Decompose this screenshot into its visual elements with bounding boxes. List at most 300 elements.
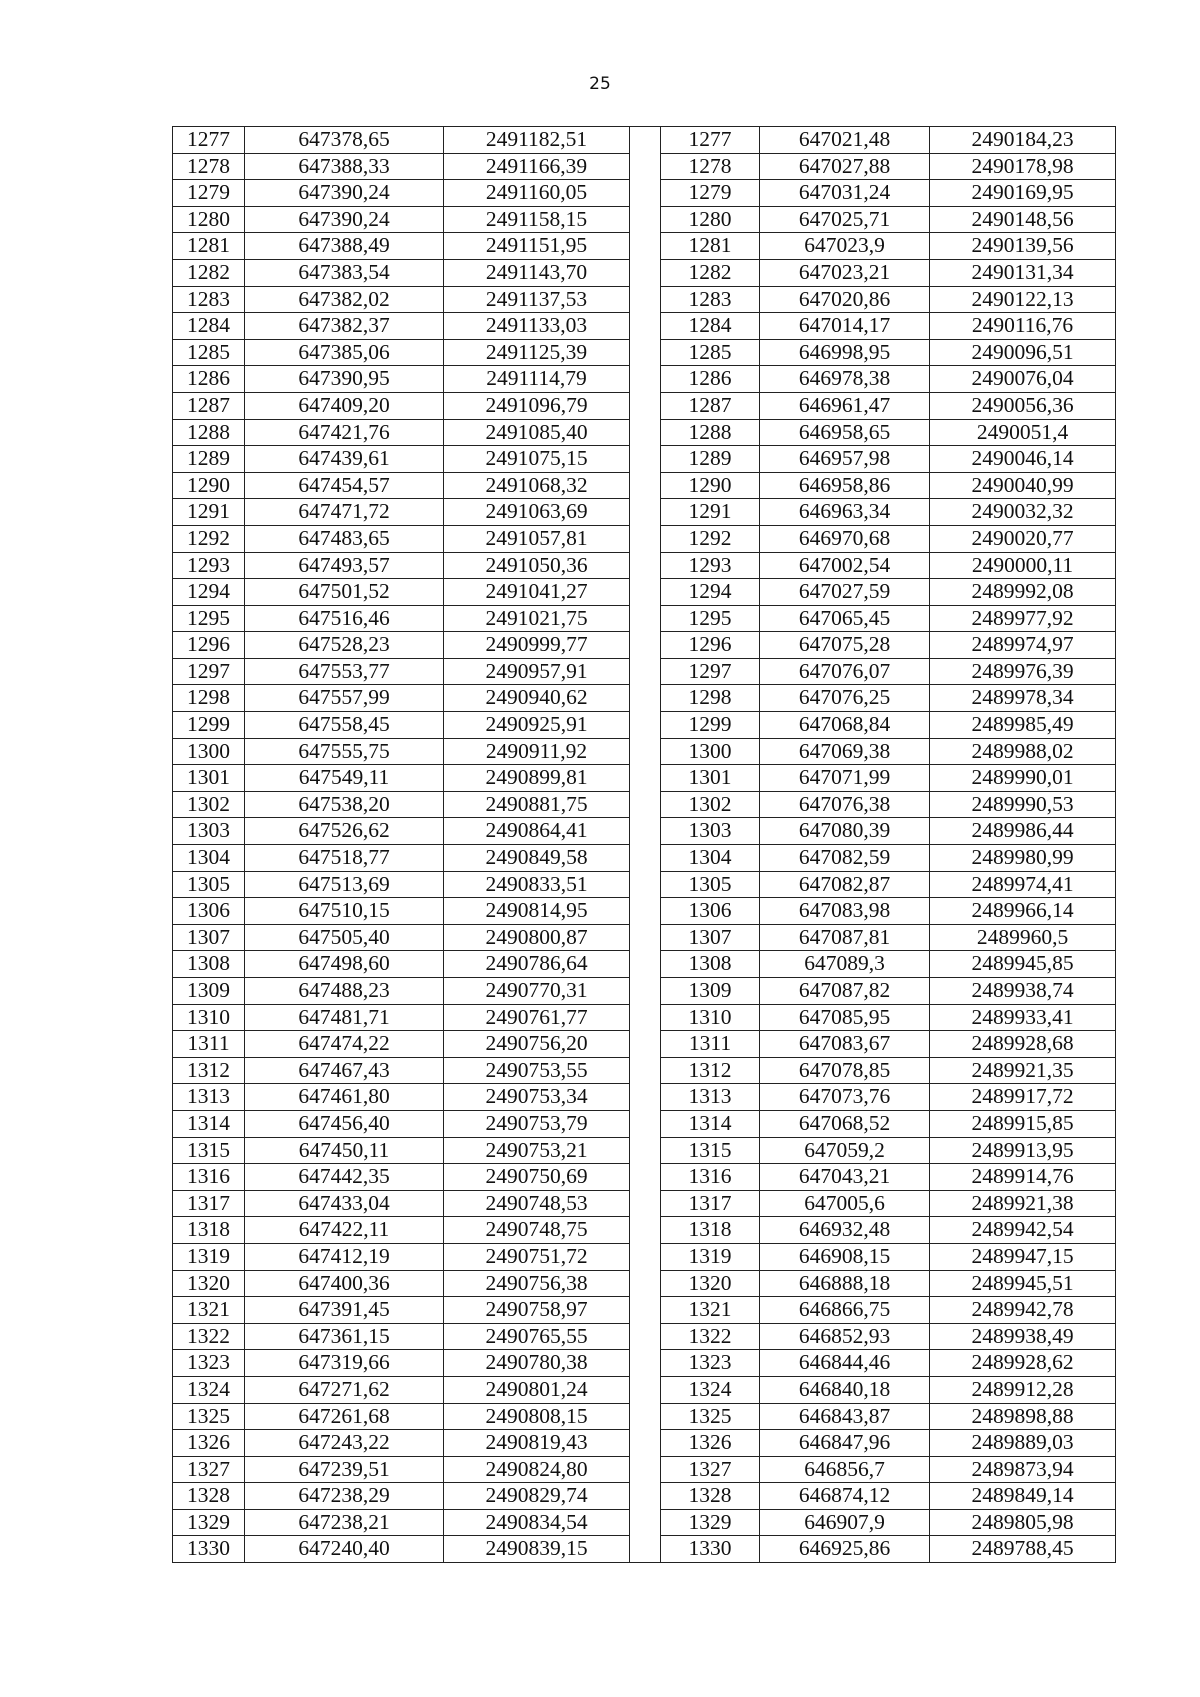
table-row [173, 712, 1116, 739]
spacer-cell [630, 1270, 661, 1297]
y-coordinate-right-cell: 2489974,41 [930, 871, 1116, 898]
point-number-left-cell: 1280 [173, 206, 245, 233]
coordinates-table [172, 126, 1116, 1563]
y-coordinate-right-cell: 2489990,01 [930, 765, 1116, 792]
page-number: 25 [589, 74, 611, 94]
x-coordinate-left-cell: 647383,54 [245, 259, 444, 286]
point-number-right-cell: 1290 [661, 472, 760, 499]
y-coordinate-right-cell: 2490169,95 [930, 180, 1116, 207]
table-row [173, 658, 1116, 685]
x-coordinate-left-cell: 647510,15 [245, 898, 444, 925]
point-number-left-cell: 1328 [173, 1483, 245, 1510]
y-coordinate-right-cell: 2489986,44 [930, 818, 1116, 845]
table-row [173, 233, 1116, 260]
spacer-cell [630, 127, 661, 154]
y-coordinate-left-cell: 2490765,55 [444, 1323, 630, 1350]
table-row [173, 924, 1116, 951]
spacer-cell [630, 1243, 661, 1270]
table-row [173, 446, 1116, 473]
table-row [173, 579, 1116, 606]
table-row [173, 1217, 1116, 1244]
point-number-right-cell: 1309 [661, 978, 760, 1005]
point-number-right-cell: 1329 [661, 1509, 760, 1536]
y-coordinate-right-cell: 2490051,4 [930, 419, 1116, 446]
x-coordinate-right-cell: 646843,87 [760, 1403, 930, 1430]
table-row [173, 818, 1116, 845]
x-coordinate-left-cell: 647433,04 [245, 1190, 444, 1217]
y-coordinate-left-cell: 2491114,79 [444, 366, 630, 393]
point-number-right-cell: 1328 [661, 1483, 760, 1510]
x-coordinate-left-cell: 647421,76 [245, 419, 444, 446]
x-coordinate-left-cell: 647390,24 [245, 206, 444, 233]
x-coordinate-left-cell: 647450,11 [245, 1137, 444, 1164]
x-coordinate-right-cell: 647043,21 [760, 1164, 930, 1191]
table-row [173, 978, 1116, 1005]
x-coordinate-right-cell: 647023,21 [760, 259, 930, 286]
x-coordinate-right-cell: 646907,9 [760, 1509, 930, 1536]
spacer-cell [630, 153, 661, 180]
x-coordinate-left-cell: 647501,52 [245, 579, 444, 606]
y-coordinate-right-cell: 2490040,99 [930, 472, 1116, 499]
point-number-left-cell: 1319 [173, 1243, 245, 1270]
x-coordinate-left-cell: 647261,68 [245, 1403, 444, 1430]
y-coordinate-right-cell: 2489974,97 [930, 632, 1116, 659]
y-coordinate-right-cell: 2489788,45 [930, 1536, 1116, 1563]
y-coordinate-left-cell: 2491068,32 [444, 472, 630, 499]
point-number-right-cell: 1320 [661, 1270, 760, 1297]
point-number-left-cell: 1318 [173, 1217, 245, 1244]
x-coordinate-left-cell: 647390,95 [245, 366, 444, 393]
table-row [173, 1084, 1116, 1111]
x-coordinate-right-cell: 646856,7 [760, 1456, 930, 1483]
point-number-left-cell: 1325 [173, 1403, 245, 1430]
x-coordinate-left-cell: 647518,77 [245, 845, 444, 872]
table-row [173, 1403, 1116, 1430]
point-number-right-cell: 1289 [661, 446, 760, 473]
y-coordinate-right-cell: 2489988,02 [930, 738, 1116, 765]
point-number-right-cell: 1295 [661, 605, 760, 632]
x-coordinate-right-cell: 646908,15 [760, 1243, 930, 1270]
y-coordinate-left-cell: 2491096,79 [444, 392, 630, 419]
y-coordinate-right-cell: 2490000,11 [930, 552, 1116, 579]
table-row [173, 632, 1116, 659]
y-coordinate-left-cell: 2490864,41 [444, 818, 630, 845]
x-coordinate-left-cell: 647240,40 [245, 1536, 444, 1563]
table-row [173, 392, 1116, 419]
x-coordinate-right-cell: 647023,9 [760, 233, 930, 260]
point-number-right-cell: 1299 [661, 712, 760, 739]
point-number-left-cell: 1302 [173, 791, 245, 818]
point-number-right-cell: 1315 [661, 1137, 760, 1164]
x-coordinate-left-cell: 647238,21 [245, 1509, 444, 1536]
y-coordinate-left-cell: 2491041,27 [444, 579, 630, 606]
x-coordinate-right-cell: 646925,86 [760, 1536, 930, 1563]
x-coordinate-right-cell: 646970,68 [760, 525, 930, 552]
point-number-left-cell: 1324 [173, 1376, 245, 1403]
x-coordinate-right-cell: 647073,76 [760, 1084, 930, 1111]
x-coordinate-right-cell: 646866,75 [760, 1297, 930, 1324]
point-number-right-cell: 1284 [661, 313, 760, 340]
y-coordinate-right-cell: 2490020,77 [930, 525, 1116, 552]
y-coordinate-right-cell: 2489976,39 [930, 658, 1116, 685]
point-number-right-cell: 1281 [661, 233, 760, 260]
point-number-right-cell: 1310 [661, 1004, 760, 1031]
y-coordinate-right-cell: 2490096,51 [930, 339, 1116, 366]
point-number-left-cell: 1301 [173, 765, 245, 792]
y-coordinate-left-cell: 2490751,72 [444, 1243, 630, 1270]
table-row [173, 339, 1116, 366]
y-coordinate-left-cell: 2490881,75 [444, 791, 630, 818]
spacer-cell [630, 951, 661, 978]
point-number-right-cell: 1278 [661, 153, 760, 180]
y-coordinate-right-cell: 2489913,95 [930, 1137, 1116, 1164]
y-coordinate-right-cell: 2489933,41 [930, 1004, 1116, 1031]
y-coordinate-right-cell: 2489978,34 [930, 685, 1116, 712]
point-number-right-cell: 1306 [661, 898, 760, 925]
spacer-cell [630, 446, 661, 473]
point-number-left-cell: 1311 [173, 1031, 245, 1058]
spacer-cell [630, 1164, 661, 1191]
table-row [173, 552, 1116, 579]
x-coordinate-right-cell: 646963,34 [760, 499, 930, 526]
table-row [173, 472, 1116, 499]
table-row [173, 286, 1116, 313]
y-coordinate-left-cell: 2490780,38 [444, 1350, 630, 1377]
y-coordinate-right-cell: 2490148,56 [930, 206, 1116, 233]
y-coordinate-right-cell: 2489990,53 [930, 791, 1116, 818]
table-row [173, 1376, 1116, 1403]
spacer-cell [630, 419, 661, 446]
spacer-cell [630, 1483, 661, 1510]
table-row [173, 1057, 1116, 1084]
x-coordinate-right-cell: 647021,48 [760, 127, 930, 154]
point-number-right-cell: 1311 [661, 1031, 760, 1058]
y-coordinate-left-cell: 2491050,36 [444, 552, 630, 579]
x-coordinate-left-cell: 647461,80 [245, 1084, 444, 1111]
y-coordinate-left-cell: 2490758,97 [444, 1297, 630, 1324]
spacer-cell [630, 898, 661, 925]
y-coordinate-right-cell: 2489966,14 [930, 898, 1116, 925]
table-row [173, 1536, 1116, 1563]
point-number-left-cell: 1292 [173, 525, 245, 552]
y-coordinate-left-cell: 2490999,77 [444, 632, 630, 659]
point-number-left-cell: 1287 [173, 392, 245, 419]
y-coordinate-left-cell: 2490839,15 [444, 1536, 630, 1563]
y-coordinate-right-cell: 2489942,78 [930, 1297, 1116, 1324]
y-coordinate-left-cell: 2491075,15 [444, 446, 630, 473]
x-coordinate-right-cell: 647076,38 [760, 791, 930, 818]
y-coordinate-left-cell: 2490925,91 [444, 712, 630, 739]
x-coordinate-left-cell: 647388,33 [245, 153, 444, 180]
y-coordinate-left-cell: 2491143,70 [444, 259, 630, 286]
spacer-cell [630, 791, 661, 818]
y-coordinate-left-cell: 2490753,34 [444, 1084, 630, 1111]
y-coordinate-right-cell: 2489917,72 [930, 1084, 1116, 1111]
x-coordinate-left-cell: 647391,45 [245, 1297, 444, 1324]
y-coordinate-left-cell: 2490753,55 [444, 1057, 630, 1084]
spacer-cell [630, 392, 661, 419]
point-number-right-cell: 1312 [661, 1057, 760, 1084]
table-row [173, 1297, 1116, 1324]
x-coordinate-left-cell: 647271,62 [245, 1376, 444, 1403]
table-row [173, 1270, 1116, 1297]
spacer-cell [630, 286, 661, 313]
point-number-left-cell: 1329 [173, 1509, 245, 1536]
point-number-left-cell: 1283 [173, 286, 245, 313]
point-number-right-cell: 1297 [661, 658, 760, 685]
spacer-cell [630, 472, 661, 499]
point-number-right-cell: 1301 [661, 765, 760, 792]
y-coordinate-left-cell: 2491085,40 [444, 419, 630, 446]
x-coordinate-right-cell: 646847,96 [760, 1430, 930, 1457]
point-number-right-cell: 1286 [661, 366, 760, 393]
x-coordinate-left-cell: 647474,22 [245, 1031, 444, 1058]
x-coordinate-left-cell: 647319,66 [245, 1350, 444, 1377]
spacer-cell [630, 1031, 661, 1058]
x-coordinate-left-cell: 647390,24 [245, 180, 444, 207]
y-coordinate-right-cell: 2489928,68 [930, 1031, 1116, 1058]
y-coordinate-right-cell: 2489914,76 [930, 1164, 1116, 1191]
x-coordinate-left-cell: 647467,43 [245, 1057, 444, 1084]
y-coordinate-right-cell: 2489912,28 [930, 1376, 1116, 1403]
x-coordinate-left-cell: 647553,77 [245, 658, 444, 685]
x-coordinate-left-cell: 647538,20 [245, 791, 444, 818]
point-number-left-cell: 1290 [173, 472, 245, 499]
point-number-right-cell: 1330 [661, 1536, 760, 1563]
spacer-cell [630, 712, 661, 739]
point-number-left-cell: 1314 [173, 1110, 245, 1137]
x-coordinate-right-cell: 646958,65 [760, 419, 930, 446]
x-coordinate-right-cell: 647020,86 [760, 286, 930, 313]
point-number-right-cell: 1324 [661, 1376, 760, 1403]
spacer-cell [630, 552, 661, 579]
point-number-left-cell: 1327 [173, 1456, 245, 1483]
y-coordinate-right-cell: 2489938,49 [930, 1323, 1116, 1350]
x-coordinate-left-cell: 647498,60 [245, 951, 444, 978]
spacer-cell [630, 1297, 661, 1324]
x-coordinate-left-cell: 647483,65 [245, 525, 444, 552]
x-coordinate-right-cell: 647071,99 [760, 765, 930, 792]
point-number-right-cell: 1296 [661, 632, 760, 659]
x-coordinate-right-cell: 646874,12 [760, 1483, 930, 1510]
point-number-left-cell: 1278 [173, 153, 245, 180]
point-number-left-cell: 1284 [173, 313, 245, 340]
y-coordinate-left-cell: 2491063,69 [444, 499, 630, 526]
y-coordinate-left-cell: 2490753,21 [444, 1137, 630, 1164]
y-coordinate-right-cell: 2489889,03 [930, 1430, 1116, 1457]
point-number-right-cell: 1327 [661, 1456, 760, 1483]
y-coordinate-right-cell: 2489945,85 [930, 951, 1116, 978]
table-row [173, 1190, 1116, 1217]
point-number-right-cell: 1303 [661, 818, 760, 845]
x-coordinate-right-cell: 646840,18 [760, 1376, 930, 1403]
spacer-cell [630, 1057, 661, 1084]
point-number-right-cell: 1283 [661, 286, 760, 313]
point-number-left-cell: 1312 [173, 1057, 245, 1084]
spacer-cell [630, 1004, 661, 1031]
x-coordinate-right-cell: 647059,2 [760, 1137, 930, 1164]
x-coordinate-right-cell: 647005,6 [760, 1190, 930, 1217]
y-coordinate-right-cell: 2489945,51 [930, 1270, 1116, 1297]
table-row [173, 127, 1116, 154]
x-coordinate-left-cell: 647409,20 [245, 392, 444, 419]
point-number-right-cell: 1302 [661, 791, 760, 818]
y-coordinate-left-cell: 2491021,75 [444, 605, 630, 632]
spacer-cell [630, 1509, 661, 1536]
spacer-cell [630, 1536, 661, 1563]
y-coordinate-left-cell: 2490833,51 [444, 871, 630, 898]
x-coordinate-right-cell: 647002,54 [760, 552, 930, 579]
table-row [173, 1456, 1116, 1483]
y-coordinate-right-cell: 2489898,88 [930, 1403, 1116, 1430]
y-coordinate-right-cell: 2490122,13 [930, 286, 1116, 313]
x-coordinate-left-cell: 647238,29 [245, 1483, 444, 1510]
point-number-right-cell: 1279 [661, 180, 760, 207]
table-row [173, 313, 1116, 340]
x-coordinate-left-cell: 647454,57 [245, 472, 444, 499]
point-number-left-cell: 1299 [173, 712, 245, 739]
spacer-cell [630, 525, 661, 552]
y-coordinate-left-cell: 2490756,38 [444, 1270, 630, 1297]
y-coordinate-left-cell: 2490800,87 [444, 924, 630, 951]
point-number-left-cell: 1307 [173, 924, 245, 951]
x-coordinate-left-cell: 647481,71 [245, 1004, 444, 1031]
y-coordinate-left-cell: 2491133,03 [444, 313, 630, 340]
point-number-left-cell: 1294 [173, 579, 245, 606]
y-coordinate-left-cell: 2491137,53 [444, 286, 630, 313]
spacer-cell [630, 499, 661, 526]
table-row [173, 1243, 1116, 1270]
x-coordinate-right-cell: 647069,38 [760, 738, 930, 765]
spacer-cell [630, 1323, 661, 1350]
y-coordinate-left-cell: 2490899,81 [444, 765, 630, 792]
table-row [173, 153, 1116, 180]
table-row [173, 499, 1116, 526]
point-number-left-cell: 1279 [173, 180, 245, 207]
table-row [173, 419, 1116, 446]
spacer-cell [630, 1403, 661, 1430]
spacer-cell [630, 1110, 661, 1137]
y-coordinate-left-cell: 2490829,74 [444, 1483, 630, 1510]
table-row [173, 738, 1116, 765]
table-row [173, 1164, 1116, 1191]
y-coordinate-left-cell: 2490748,53 [444, 1190, 630, 1217]
point-number-left-cell: 1293 [173, 552, 245, 579]
table-row [173, 366, 1116, 393]
point-number-right-cell: 1319 [661, 1243, 760, 1270]
y-coordinate-right-cell: 2489873,94 [930, 1456, 1116, 1483]
point-number-right-cell: 1318 [661, 1217, 760, 1244]
point-number-left-cell: 1296 [173, 632, 245, 659]
x-coordinate-left-cell: 647239,51 [245, 1456, 444, 1483]
point-number-left-cell: 1288 [173, 419, 245, 446]
x-coordinate-right-cell: 646998,95 [760, 339, 930, 366]
y-coordinate-left-cell: 2490761,77 [444, 1004, 630, 1031]
point-number-left-cell: 1297 [173, 658, 245, 685]
x-coordinate-right-cell: 647068,84 [760, 712, 930, 739]
x-coordinate-left-cell: 647456,40 [245, 1110, 444, 1137]
x-coordinate-left-cell: 647528,23 [245, 632, 444, 659]
x-coordinate-right-cell: 647031,24 [760, 180, 930, 207]
spacer-cell [630, 818, 661, 845]
y-coordinate-right-cell: 2489921,35 [930, 1057, 1116, 1084]
y-coordinate-right-cell: 2489992,08 [930, 579, 1116, 606]
point-number-left-cell: 1303 [173, 818, 245, 845]
point-number-left-cell: 1309 [173, 978, 245, 1005]
point-number-left-cell: 1310 [173, 1004, 245, 1031]
point-number-left-cell: 1291 [173, 499, 245, 526]
x-coordinate-right-cell: 647082,59 [760, 845, 930, 872]
y-coordinate-left-cell: 2490824,80 [444, 1456, 630, 1483]
point-number-right-cell: 1325 [661, 1403, 760, 1430]
x-coordinate-right-cell: 647076,07 [760, 658, 930, 685]
point-number-right-cell: 1287 [661, 392, 760, 419]
spacer-cell [630, 765, 661, 792]
point-number-right-cell: 1300 [661, 738, 760, 765]
y-coordinate-left-cell: 2491160,05 [444, 180, 630, 207]
y-coordinate-right-cell: 2490076,04 [930, 366, 1116, 393]
y-coordinate-right-cell: 2489942,54 [930, 1217, 1116, 1244]
x-coordinate-right-cell: 647027,59 [760, 579, 930, 606]
spacer-cell [630, 579, 661, 606]
x-coordinate-right-cell: 647083,98 [760, 898, 930, 925]
x-coordinate-right-cell: 646957,98 [760, 446, 930, 473]
y-coordinate-left-cell: 2491125,39 [444, 339, 630, 366]
x-coordinate-left-cell: 647442,35 [245, 1164, 444, 1191]
x-coordinate-right-cell: 647014,17 [760, 313, 930, 340]
point-number-right-cell: 1294 [661, 579, 760, 606]
y-coordinate-right-cell: 2490178,98 [930, 153, 1116, 180]
spacer-cell [630, 180, 661, 207]
x-coordinate-left-cell: 647516,46 [245, 605, 444, 632]
spacer-cell [630, 206, 661, 233]
y-coordinate-right-cell: 2490131,34 [930, 259, 1116, 286]
x-coordinate-left-cell: 647513,69 [245, 871, 444, 898]
point-number-left-cell: 1306 [173, 898, 245, 925]
point-number-left-cell: 1298 [173, 685, 245, 712]
point-number-right-cell: 1308 [661, 951, 760, 978]
y-coordinate-left-cell: 2491158,15 [444, 206, 630, 233]
table-row [173, 1430, 1116, 1457]
x-coordinate-left-cell: 647388,49 [245, 233, 444, 260]
y-coordinate-right-cell: 2489985,49 [930, 712, 1116, 739]
point-number-right-cell: 1298 [661, 685, 760, 712]
x-coordinate-right-cell: 646958,86 [760, 472, 930, 499]
spacer-cell [630, 845, 661, 872]
y-coordinate-right-cell: 2490116,76 [930, 313, 1116, 340]
y-coordinate-left-cell: 2490940,62 [444, 685, 630, 712]
x-coordinate-left-cell: 647243,22 [245, 1430, 444, 1457]
point-number-left-cell: 1295 [173, 605, 245, 632]
x-coordinate-left-cell: 647526,62 [245, 818, 444, 845]
table-row [173, 525, 1116, 552]
table-row [173, 206, 1116, 233]
point-number-left-cell: 1304 [173, 845, 245, 872]
x-coordinate-right-cell: 646932,48 [760, 1217, 930, 1244]
table-row [173, 1004, 1116, 1031]
y-coordinate-left-cell: 2490957,91 [444, 658, 630, 685]
point-number-right-cell: 1277 [661, 127, 760, 154]
spacer-cell [630, 1084, 661, 1111]
y-coordinate-right-cell: 2489980,99 [930, 845, 1116, 872]
spacer-cell [630, 339, 661, 366]
x-coordinate-right-cell: 647080,39 [760, 818, 930, 845]
point-number-left-cell: 1281 [173, 233, 245, 260]
point-number-right-cell: 1314 [661, 1110, 760, 1137]
x-coordinate-right-cell: 647027,88 [760, 153, 930, 180]
point-number-left-cell: 1317 [173, 1190, 245, 1217]
point-number-right-cell: 1282 [661, 259, 760, 286]
